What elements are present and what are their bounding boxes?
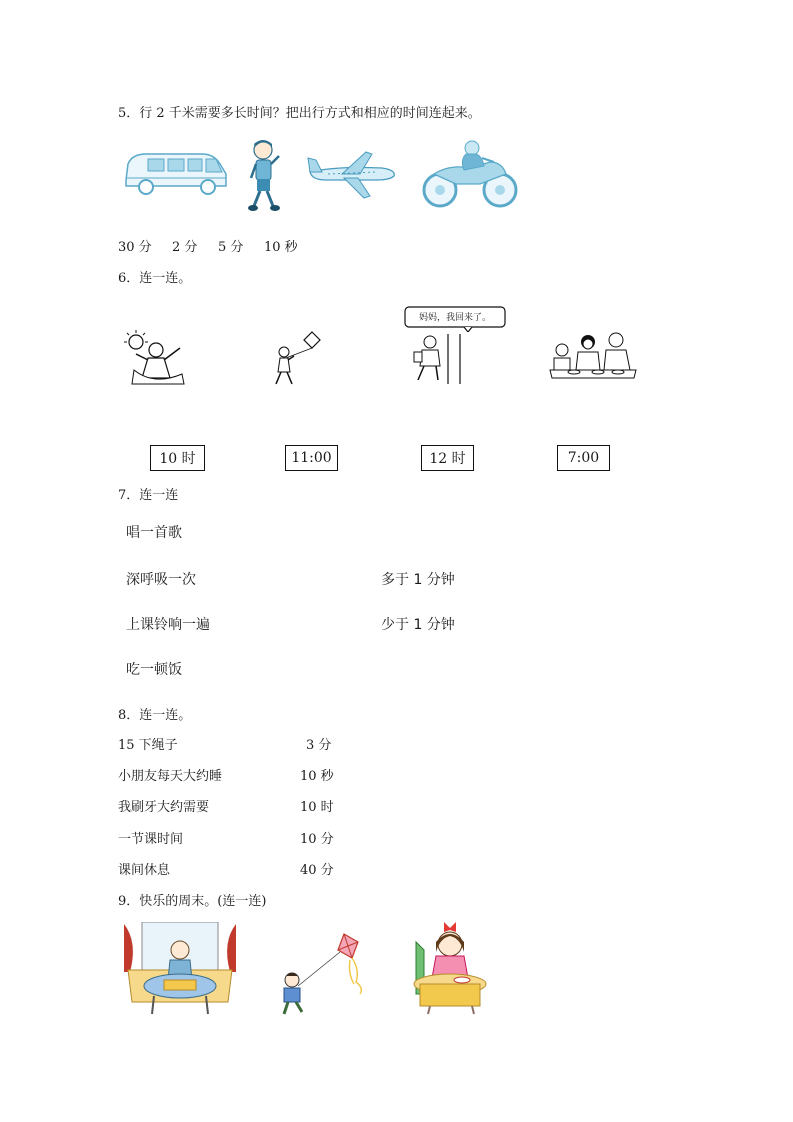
morning-wakeup-icon: [124, 330, 186, 386]
flying-kite-child-icon: [272, 328, 328, 388]
q8-right-5: 40 分: [300, 863, 334, 878]
q5-question: 5．行 2 千米需要多长时间？把出行方式和相应的时间连起来。: [118, 106, 481, 121]
q7-left-1: 唱一首歌: [126, 525, 182, 541]
walking-child-icon: [246, 138, 282, 214]
q9-question: 9．快乐的周末。(连一连): [118, 894, 267, 909]
q7-left-2: 深呼吸一次: [126, 572, 196, 588]
speech-bubble-text: 妈妈，我回来了。: [418, 313, 491, 323]
q5-time-3: 5 分: [218, 240, 244, 255]
q8-right-1: 3 分: [306, 738, 332, 753]
clock-box-1100: 11:00: [285, 445, 338, 471]
q8-question: 8．连一连。: [118, 708, 192, 723]
q8-right-3: 10 时: [300, 800, 334, 815]
q5-time-2: 2 分: [172, 240, 198, 255]
q7-question: 7．连一连: [118, 488, 179, 503]
q8-left-5: 课间休息: [118, 863, 171, 878]
q5-time-4: 10 秒: [264, 240, 298, 255]
q8-left-1: 15 下绳子: [118, 738, 178, 753]
clock-box-10: 10 时: [150, 445, 205, 471]
boy-flying-kite-icon: [278, 930, 374, 1016]
q7-left-4: 吃一顿饭: [126, 662, 182, 678]
q8-left-4: 一节课时间: [118, 832, 184, 847]
van-icon: [122, 150, 230, 196]
child-at-table-icon: [124, 922, 236, 1018]
clock-box-700: 7:00: [557, 445, 610, 471]
q5-time-1: 30 分: [118, 240, 152, 255]
q8-right-4: 10 分: [300, 832, 334, 847]
family-dinner-icon: [548, 330, 638, 382]
speech-bubble: [404, 306, 506, 332]
q7-right-2: 少于 1 分钟: [381, 617, 455, 633]
clock-box-12: 12 时: [421, 445, 474, 471]
motorcycle-icon: [420, 140, 520, 210]
q7-right-1: 多于 1 分钟: [381, 572, 455, 588]
q8-left-2: 小朋友每天大约睡: [118, 769, 223, 784]
girl-eating-icon: [410, 922, 492, 1016]
q8-left-3: 我刷牙大约需要: [118, 800, 210, 815]
q6-question: 6．连一连。: [118, 271, 192, 286]
child-coming-home-icon: [404, 334, 466, 384]
q7-left-3: 上课铃响一遍: [126, 617, 210, 633]
q8-right-2: 10 秒: [300, 769, 334, 784]
airplane-icon: [306, 150, 398, 200]
